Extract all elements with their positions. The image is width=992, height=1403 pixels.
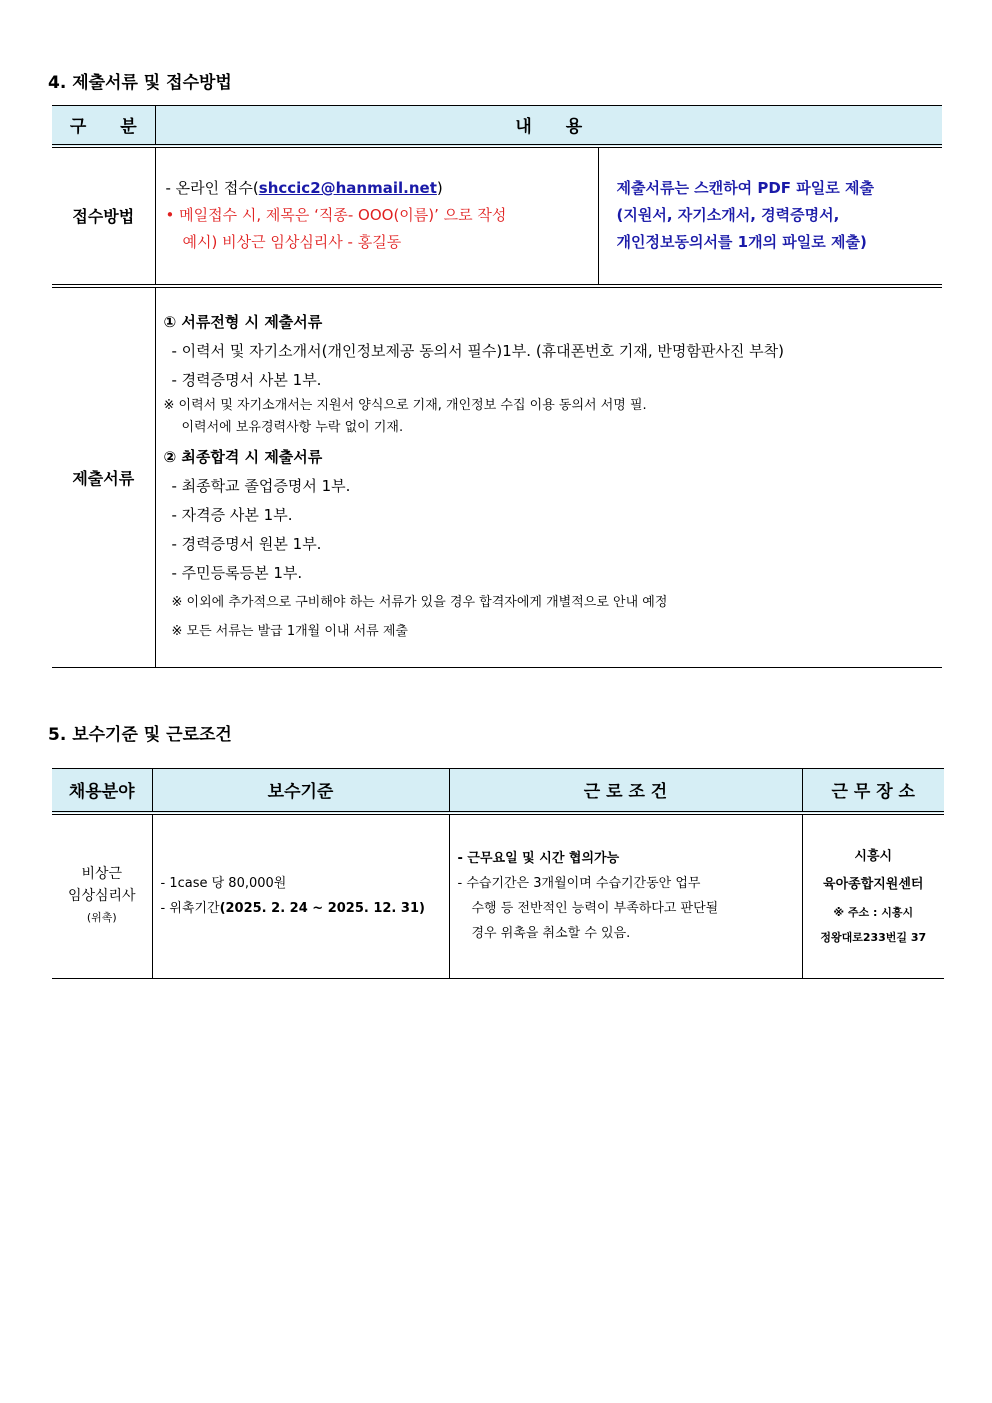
field-line1: 비상근 [81,866,123,883]
application-method-cell [155,146,598,286]
doc-stage2-item3: - 경력증명서 원본 1부. [171,535,322,554]
email-link[interactable]: shccic2@hanmail.net [258,179,437,197]
header-conditions: 근 로 조 건 [449,769,802,813]
cond-line2: - 수습기간은 3개월이며 수습기간동안 업무 [457,876,701,892]
pay-line2-prefix: - 위촉기간 [160,901,220,917]
place-line1: 시흥시 [854,849,893,865]
place-line2: 육아종합지원센터 [823,877,924,893]
doc-stage1-note2: 이력서에 보유경력사항 누락 없이 기재. [181,420,404,436]
doc-stage2-item2: - 자격증 사본 1부. [171,506,293,525]
header-content: 내 용 [155,106,942,146]
compensation-table [52,768,944,979]
doc-stage2-item1: - 최종학교 졸업증명서 1부. [171,477,351,496]
cond-line3: 수행 등 전반적인 능력이 부족하다고 판단될 [471,901,719,917]
doc-stage2-note2: ※ 모든 서류는 발급 1개월 이내 서류 제출 [171,624,408,640]
doc-stage1-heading: ① 서류전형 시 제출서류 [163,313,323,332]
header-location: 근 무 장 소 [802,769,944,813]
pdf-note-line2: (지원서, 자기소개서, 경력증명서, [616,206,840,224]
doc-stage1-item1: - 이력서 및 자기소개서(개인정보제공 동의서 필수)1부. (휴대폰번호 기재, 반명함판사진 부착) [171,342,784,361]
header-pay: 보수기준 [152,769,449,813]
section5-title: 5. 보수기준 및 근로조건 [48,725,232,745]
header-category: 구 분 [52,106,155,146]
doc-stage2-note1: ※ 이외에 추가적으로 구비해야 하는 서류가 있을 경우 합격자에게 개별적으로 안내 예정 [171,595,668,611]
pdf-note-line1: 제출서류는 스캔하여 PDF 파일로 제출 [616,179,874,197]
row-label-application: 접수방법 [52,146,155,286]
field-cell [52,813,152,979]
doc-stage2-heading: ② 최종합격 시 제출서류 [163,448,323,467]
documents-cell [155,286,942,668]
email-subject-example: 예시) 비상근 임상심리사 - 홍길동 [182,233,402,251]
place-line3: ※ 주소 : 시흥시 [833,906,914,920]
conditions-cell [449,813,802,979]
field-line2: 임상심리사 [67,888,136,905]
pdf-note-cell [598,146,942,286]
section4-title: 4. 제출서류 및 접수방법 [48,73,232,93]
pay-line2-period: (2025. 2. 24 ~ 2025. 12. 31) [219,901,425,917]
online-suffix: ) [436,179,443,197]
online-prefix: - 온라인 접수( [165,179,259,197]
doc-stage1-item2: - 경력증명서 사본 1부. [171,371,322,390]
cond-line1: - 근무요일 및 시간 협의가능 [457,851,620,867]
pay-cell [152,813,449,979]
pdf-note-line3: 개인정보동의서를 1개의 파일로 제출) [616,233,867,251]
cond-line4: 경우 위촉을 취소할 수 있음. [471,926,631,942]
email-subject-rule: • 메일접수 시, 제목은 ‘직종- OOO(이름)’ 으로 작성 [165,206,507,224]
location-cell [802,813,944,979]
header-field: 채용분야 [52,769,152,813]
doc-stage1-note1: ※ 이력서 및 자기소개서는 지원서 양식으로 기재, 개인정보 수집 이용 동의서 서명 필. [163,398,647,414]
row-label-documents: 제출서류 [52,286,155,668]
place-line4: 정왕대로233번길 37 [820,931,927,945]
doc-stage2-item4: - 주민등록등본 1부. [171,564,303,583]
field-line3: (위촉) [86,911,117,925]
submission-table [52,105,942,668]
pay-line1: - 1case 당 80,000원 [160,876,287,892]
